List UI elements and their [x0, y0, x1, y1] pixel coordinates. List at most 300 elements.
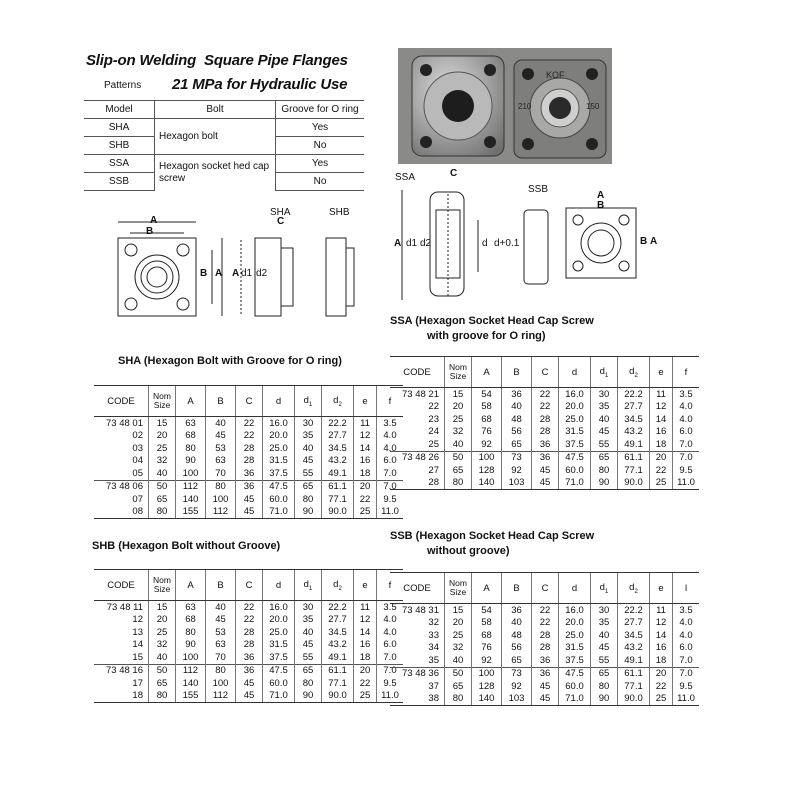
value-cell: 35 [591, 617, 618, 630]
code-cell: 37 [428, 680, 439, 692]
value-cell: 50 [445, 667, 472, 680]
ssb-title-line2: without groove) [427, 545, 510, 557]
code-cell: 73 48 16 [94, 664, 149, 677]
value-cell: 65 [445, 464, 472, 477]
value-cell: 60.0 [263, 677, 295, 690]
value-cell: 49.1 [322, 651, 354, 664]
value-cell: 90 [591, 693, 618, 706]
ssb-table-wrap [390, 572, 699, 706]
value-cell: 68 [176, 614, 206, 627]
patterns-model: SHA [84, 119, 155, 137]
value-cell: 30 [295, 417, 322, 430]
value-cell: 28 [532, 413, 559, 426]
value-cell: 25 [149, 626, 176, 639]
title-part-a: Slip-on Welding [86, 52, 197, 69]
dim-C: C [277, 216, 285, 227]
value-cell: 140 [472, 693, 502, 706]
value-cell: 22 [532, 617, 559, 630]
table-row [390, 451, 699, 464]
table-row [390, 654, 699, 667]
value-cell: 48 [502, 629, 532, 642]
value-cell: 45 [236, 677, 263, 690]
dim-A: A [150, 215, 158, 226]
value-cell: 45 [532, 693, 559, 706]
spec-body [94, 601, 403, 703]
code-cell: 73 48 31 [402, 604, 439, 616]
value-cell: 56 [502, 642, 532, 655]
table-row [390, 629, 699, 642]
table-row [94, 626, 403, 639]
value-cell: 100 [176, 651, 206, 664]
value-cell: 7.0 [377, 480, 404, 493]
value-cell: 4.0 [673, 413, 700, 426]
value-cell: 15 [149, 417, 176, 430]
col-C: C [236, 570, 263, 601]
value-cell: 4.0 [673, 401, 700, 414]
value-cell: 90.0 [618, 477, 650, 490]
value-cell: 140 [472, 477, 502, 490]
value-cell: 11.0 [673, 693, 700, 706]
shb-table-wrap [94, 569, 403, 703]
spec-body [390, 604, 699, 706]
value-cell: 49.1 [618, 654, 650, 667]
value-cell: 90 [295, 690, 322, 703]
value-cell: 18 [354, 467, 377, 480]
value-cell: 40 [295, 442, 322, 455]
table-row [94, 601, 403, 614]
value-cell: 31.5 [263, 455, 295, 468]
value-cell: 43.2 [618, 426, 650, 439]
table-row [94, 417, 403, 430]
value-cell: 20 [445, 401, 472, 414]
value-cell: 36 [502, 604, 532, 617]
value-cell: 4.0 [377, 430, 404, 443]
patterns-model: SSB [84, 173, 155, 191]
value-cell: 32 [445, 426, 472, 439]
value-cell: 25 [650, 477, 673, 490]
col-d1-sub: 1 [308, 585, 313, 592]
patterns-label: Patterns [104, 80, 142, 91]
value-cell: 40 [445, 438, 472, 451]
value-cell: 90 [295, 506, 322, 519]
col-d2-base: d [333, 578, 339, 590]
value-cell: 35 [295, 614, 322, 627]
value-cell: 56 [502, 426, 532, 439]
value-cell: 22.2 [618, 604, 650, 617]
photo-stamp-150: 150 [586, 102, 600, 111]
shb-table [94, 569, 403, 703]
value-cell: 20.0 [263, 430, 295, 443]
col-A: A [472, 573, 502, 604]
value-cell: 55 [591, 438, 618, 451]
value-cell: 60.0 [559, 680, 591, 693]
value-cell: 60.0 [263, 493, 295, 506]
value-cell: 30 [591, 388, 618, 401]
value-cell: 34.5 [322, 626, 354, 639]
value-cell: 37.5 [559, 438, 591, 451]
col-d1 [591, 573, 618, 604]
col-d1 [295, 570, 322, 601]
value-cell: 36 [236, 467, 263, 480]
dim-B-ssb: B [597, 200, 605, 211]
code-cell: 32 [428, 617, 439, 629]
sha-table [94, 385, 403, 519]
value-cell: 43.2 [618, 642, 650, 655]
code-cell: 18 [94, 690, 149, 703]
value-cell: 22 [532, 388, 559, 401]
value-cell: 71.0 [263, 506, 295, 519]
col-d1-base: d [599, 365, 605, 377]
dim-B-ssb-side: B [640, 236, 648, 247]
value-cell: 7.0 [673, 654, 700, 667]
col-A: A [176, 386, 206, 417]
value-cell: 53 [206, 626, 236, 639]
value-cell: 40 [295, 626, 322, 639]
value-cell: 80 [295, 677, 322, 690]
value-cell: 55 [295, 467, 322, 480]
value-cell: 6.0 [377, 639, 404, 652]
value-cell: 77.1 [322, 493, 354, 506]
value-cell: 37.5 [263, 651, 295, 664]
col-B: B [502, 573, 532, 604]
dim-A-side: A [215, 268, 223, 279]
value-cell: 68 [472, 629, 502, 642]
value-cell: 65 [502, 438, 532, 451]
col-d1-sub: 1 [604, 588, 609, 595]
patterns-groove: No [276, 137, 365, 155]
value-cell: 140 [176, 493, 206, 506]
col-d: d [559, 357, 591, 388]
code-cell: 73 48 06 [94, 480, 149, 493]
value-cell: 31.5 [263, 639, 295, 652]
code-cell: 33 [428, 629, 439, 641]
patterns-model: SHB [84, 137, 155, 155]
value-cell: 47.5 [559, 667, 591, 680]
value-cell: 55 [295, 651, 322, 664]
value-cell: 80 [445, 477, 472, 490]
code-cell: 14 [132, 639, 143, 651]
value-cell: 15 [445, 604, 472, 617]
col-code: CODE [94, 570, 149, 601]
col-d2 [322, 386, 354, 417]
value-cell: 22.2 [618, 388, 650, 401]
value-cell: 3.5 [377, 417, 404, 430]
value-cell: 128 [472, 464, 502, 477]
table-row [94, 493, 403, 506]
value-cell: 3.5 [673, 604, 700, 617]
value-cell: 43.2 [322, 455, 354, 468]
value-cell: 45 [532, 477, 559, 490]
col-nom-size [149, 570, 176, 601]
value-cell: 11 [650, 604, 673, 617]
col-C: C [532, 573, 559, 604]
dim-A-section: A [232, 268, 240, 279]
code-cell: 02 [132, 430, 143, 442]
value-cell: 54 [472, 388, 502, 401]
value-cell: 20 [149, 614, 176, 627]
value-cell: 65 [149, 677, 176, 690]
sha-shb-drawing [100, 200, 360, 330]
patterns-row [84, 119, 364, 137]
col-size: Size [449, 587, 467, 597]
col-size: Size [153, 400, 171, 410]
value-cell: 4.0 [377, 442, 404, 455]
value-cell: 63 [206, 455, 236, 468]
value-cell: 80 [149, 506, 176, 519]
value-cell: 28 [532, 426, 559, 439]
value-cell: 45 [236, 506, 263, 519]
value-cell: 80 [206, 480, 236, 493]
spec-header-row [94, 570, 403, 601]
value-cell: 77.1 [322, 677, 354, 690]
value-cell: 14 [650, 413, 673, 426]
col-d: d [263, 386, 295, 417]
value-cell: 4.0 [377, 626, 404, 639]
dim-d-tol-ssa: d+0.1 [494, 238, 520, 249]
value-cell: 22 [650, 680, 673, 693]
value-cell: 7.0 [673, 438, 700, 451]
value-cell: 63 [176, 417, 206, 430]
value-cell: 6.0 [673, 426, 700, 439]
value-cell: 45 [295, 455, 322, 468]
spec-header-row [390, 357, 699, 388]
table-row [94, 467, 403, 480]
value-cell: 11.0 [377, 690, 404, 703]
value-cell: 12 [650, 617, 673, 630]
dim-A-ssa: A [394, 238, 402, 249]
dim-d2-ssa: d2 [420, 238, 432, 249]
value-cell: 68 [472, 413, 502, 426]
value-cell: 49.1 [618, 438, 650, 451]
col-d2-base: d [333, 394, 339, 406]
value-cell: 12 [354, 614, 377, 627]
value-cell: 48 [502, 413, 532, 426]
value-cell: 12 [650, 401, 673, 414]
value-cell: 4.0 [377, 614, 404, 627]
dim-A-ssb: A [597, 190, 605, 201]
col-d1 [295, 386, 322, 417]
value-cell: 30 [295, 601, 322, 614]
value-cell: 20 [354, 664, 377, 677]
value-cell: 25 [650, 693, 673, 706]
value-cell: 100 [206, 493, 236, 506]
table-row [94, 677, 403, 690]
value-cell: 61.1 [322, 664, 354, 677]
code-cell: 73 48 36 [390, 667, 445, 680]
value-cell: 45 [206, 614, 236, 627]
patterns-table [84, 100, 364, 191]
value-cell: 40 [149, 651, 176, 664]
value-cell: 22 [236, 430, 263, 443]
value-cell: 65 [591, 451, 618, 464]
value-cell: 14 [354, 626, 377, 639]
value-cell: 31.5 [559, 426, 591, 439]
value-cell: 77.1 [618, 464, 650, 477]
value-cell: 36 [532, 667, 559, 680]
patterns-bolt-hex: Hexagon bolt [155, 119, 276, 155]
col-B: B [502, 357, 532, 388]
value-cell: 47.5 [263, 480, 295, 493]
table-row [94, 614, 403, 627]
col-C: C [532, 357, 559, 388]
col-d2-sub: 2 [634, 588, 638, 595]
col-f: f [673, 357, 700, 388]
value-cell: 80 [206, 664, 236, 677]
value-cell: 25 [149, 442, 176, 455]
value-cell: 73 [502, 451, 532, 464]
value-cell: 36 [532, 451, 559, 464]
value-cell: 20.0 [559, 401, 591, 414]
value-cell: 65 [591, 667, 618, 680]
value-cell: 3.5 [377, 601, 404, 614]
value-cell: 25 [354, 690, 377, 703]
value-cell: 45 [295, 639, 322, 652]
value-cell: 34.5 [322, 442, 354, 455]
value-cell: 9.5 [377, 677, 404, 690]
code-cell: 17 [132, 677, 143, 689]
col-d1-base: d [599, 581, 605, 593]
value-cell: 128 [472, 680, 502, 693]
dim-B-side: B [200, 268, 208, 279]
value-cell: 65 [295, 664, 322, 677]
value-cell: 16.0 [559, 388, 591, 401]
value-cell: 22.2 [322, 601, 354, 614]
col-d2-sub: 2 [338, 585, 342, 592]
value-cell: 65 [502, 654, 532, 667]
value-cell: 100 [206, 677, 236, 690]
table-row [390, 477, 699, 490]
value-cell: 14 [354, 442, 377, 455]
value-cell: 22 [354, 493, 377, 506]
value-cell: 71.0 [263, 690, 295, 703]
col-size: Size [449, 371, 467, 381]
value-cell: 7.0 [377, 664, 404, 677]
value-cell: 40 [149, 467, 176, 480]
ssa-drawing-label: SSA [395, 172, 416, 183]
value-cell: 28 [236, 626, 263, 639]
value-cell: 47.5 [263, 664, 295, 677]
value-cell: 65 [295, 480, 322, 493]
value-cell: 22.2 [322, 417, 354, 430]
col-e: e [354, 386, 377, 417]
value-cell: 32 [149, 455, 176, 468]
table-row [390, 413, 699, 426]
value-cell: 22 [354, 677, 377, 690]
title-line2: 21 MPa for Hydraulic Use [172, 76, 348, 93]
value-cell: 70 [206, 467, 236, 480]
value-cell: 11 [354, 601, 377, 614]
photo-stamp-kof: KOF [546, 70, 565, 80]
value-cell: 36 [532, 438, 559, 451]
value-cell: 28 [236, 442, 263, 455]
value-cell: 34.5 [618, 629, 650, 642]
code-cell: 08 [94, 506, 149, 519]
value-cell: 34.5 [618, 413, 650, 426]
code-cell: 35 [428, 654, 439, 666]
value-cell: 31.5 [559, 642, 591, 655]
ssa-table [390, 356, 699, 490]
table-row [94, 690, 403, 703]
spec-header-row [94, 386, 403, 417]
value-cell: 36 [236, 664, 263, 677]
value-cell: 40 [502, 401, 532, 414]
patterns-header-groove: Groove for O ring [276, 101, 365, 119]
col-B: B [206, 386, 236, 417]
value-cell: 27.7 [322, 430, 354, 443]
value-cell: 36 [502, 388, 532, 401]
table-row [94, 506, 403, 519]
col-nom: Nom [449, 578, 467, 588]
col-nom: Nom [449, 362, 467, 372]
value-cell: 58 [472, 401, 502, 414]
table-row [390, 426, 699, 439]
patterns-groove: Yes [276, 119, 365, 137]
patterns-bolt-socket: Hexagon socket hed cap screw [155, 155, 276, 191]
code-cell: 03 [132, 442, 143, 454]
col-e: e [650, 357, 673, 388]
value-cell: 100 [472, 667, 502, 680]
value-cell: 20 [149, 430, 176, 443]
value-cell: 37.5 [263, 467, 295, 480]
col-d1-sub: 1 [604, 372, 609, 379]
value-cell: 40 [206, 601, 236, 614]
spec-header-row [390, 573, 699, 604]
ssb-drawing-label: SSB [528, 184, 549, 195]
value-cell: 77.1 [618, 680, 650, 693]
value-cell: 155 [176, 506, 206, 519]
value-cell: 80 [295, 493, 322, 506]
code-cell: 73 48 21 [402, 388, 439, 400]
value-cell: 16.0 [559, 604, 591, 617]
value-cell: 9.5 [673, 464, 700, 477]
value-cell: 54 [472, 604, 502, 617]
value-cell: 61.1 [618, 451, 650, 464]
value-cell: 50 [149, 664, 176, 677]
value-cell: 15 [149, 601, 176, 614]
value-cell: 6.0 [673, 642, 700, 655]
table-row [390, 617, 699, 630]
value-cell: 70 [206, 651, 236, 664]
table-row [390, 693, 699, 706]
col-d: d [559, 573, 591, 604]
value-cell: 28 [532, 642, 559, 655]
value-cell: 65 [445, 680, 472, 693]
value-cell: 20 [650, 667, 673, 680]
value-cell: 68 [176, 430, 206, 443]
flange-photo-art [398, 48, 612, 164]
code-cell: 23 [428, 413, 439, 425]
code-cell: 27 [428, 464, 439, 476]
value-cell: 45 [236, 493, 263, 506]
code-cell: 24 [428, 426, 439, 438]
code-cell: 12 [132, 614, 143, 626]
shb-title: SHB (Hexagon Bolt without Groove) [92, 540, 281, 552]
value-cell: 90.0 [322, 690, 354, 703]
ssa-table-wrap [390, 356, 699, 490]
value-cell: 53 [206, 442, 236, 455]
value-cell: 6.0 [377, 455, 404, 468]
table-row [390, 604, 699, 617]
ssb-title-line1: SSB (Hexagon Socket Head Cap Screw [390, 530, 595, 542]
value-cell: 155 [176, 690, 206, 703]
value-cell: 16 [354, 639, 377, 652]
col-e: e [650, 573, 673, 604]
value-cell: 27.7 [618, 401, 650, 414]
value-cell: 45 [532, 464, 559, 477]
col-d1-sub: 1 [308, 401, 313, 408]
patterns-model: SSA [84, 155, 155, 173]
value-cell: 3.5 [673, 388, 700, 401]
